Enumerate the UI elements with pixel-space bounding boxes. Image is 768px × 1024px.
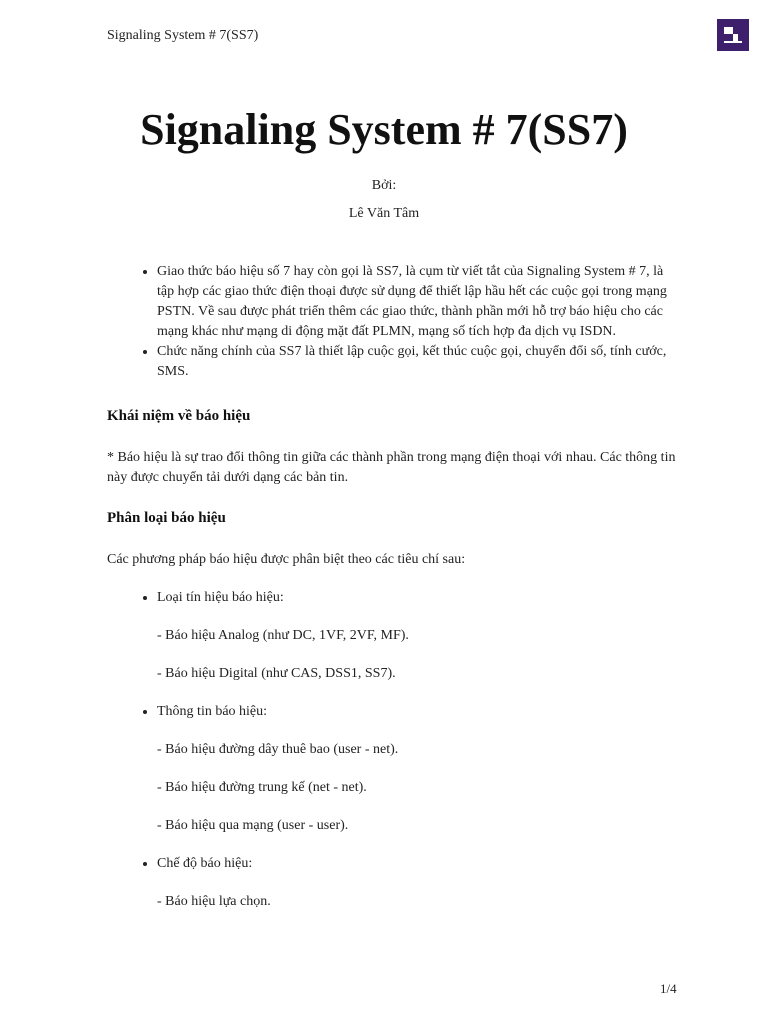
document-body [107,262,682,912]
list-item: • Thông tin báo hiệu: [157,702,682,722]
page-indicator: 1/4 [660,981,677,996]
category-list [107,702,682,722]
scribd-logo-icon [717,19,749,51]
sub-item: - Báo hiệu Analog (như DC, 1VF, 2VF, MF). [157,628,409,643]
sub-item: - Báo hiệu đường trung kế (net - net). [157,780,367,795]
by-label: Bởi: [371,178,397,193]
list-item: • Giao thức báo hiệu số 7 hay còn gọi là SS7, là cụm từ viết tắt của Signaling System # 7, là tập hợp các giao thức điện thoại được sử dụng để thiết lập hầu hết các cuộc gọi trong mạng PSTN. Về sau được phát triển thêm các giao thức, thành phần mới hỗ trợ báo hiệu cho các mạng khác như mạng di động mặt đất PLMN, mạng số tích hợp đa dịch vụ ISDN. [157,262,682,342]
intro-bullet-list [107,262,682,382]
sub-item: - Báo hiệu đường dây thuê bao (user - net). [157,742,399,757]
paragraph: * Báo hiệu là sự trao đổi thông tin giữa các thành phần trong mạng điện thoại với nhau. Các thông tin này được chuyển tải dưới dạng các bản tin. [107,450,676,485]
list-item: • Chế độ báo hiệu: [157,854,682,874]
sub-item: - Báo hiệu qua mạng (user - user). [157,818,349,833]
list-item: • Chức năng chính của SS7 là thiết lập cuộc gọi, kết thúc cuộc gọi, chuyển đổi số, tính cước, SMS. [157,342,682,382]
document-title: Signaling System # 7(SS7) [140,105,628,154]
author-name: Lê Văn Tâm [348,206,420,221]
sub-item: - Báo hiệu lựa chọn. [157,894,271,909]
paragraph: Các phương pháp báo hiệu được phân biệt theo các tiêu chí sau: [107,552,466,567]
section-heading: Phân loại báo hiệu [107,510,226,526]
running-header: Signaling System # 7(SS7) [107,28,259,43]
list-item: • Loại tín hiệu báo hiệu: [157,588,682,608]
category-list [107,854,682,874]
sub-item: - Báo hiệu Digital (như CAS, DSS1, SS7). [157,666,396,681]
category-list [107,588,682,608]
section-heading: Khái niệm về báo hiệu [107,408,251,424]
